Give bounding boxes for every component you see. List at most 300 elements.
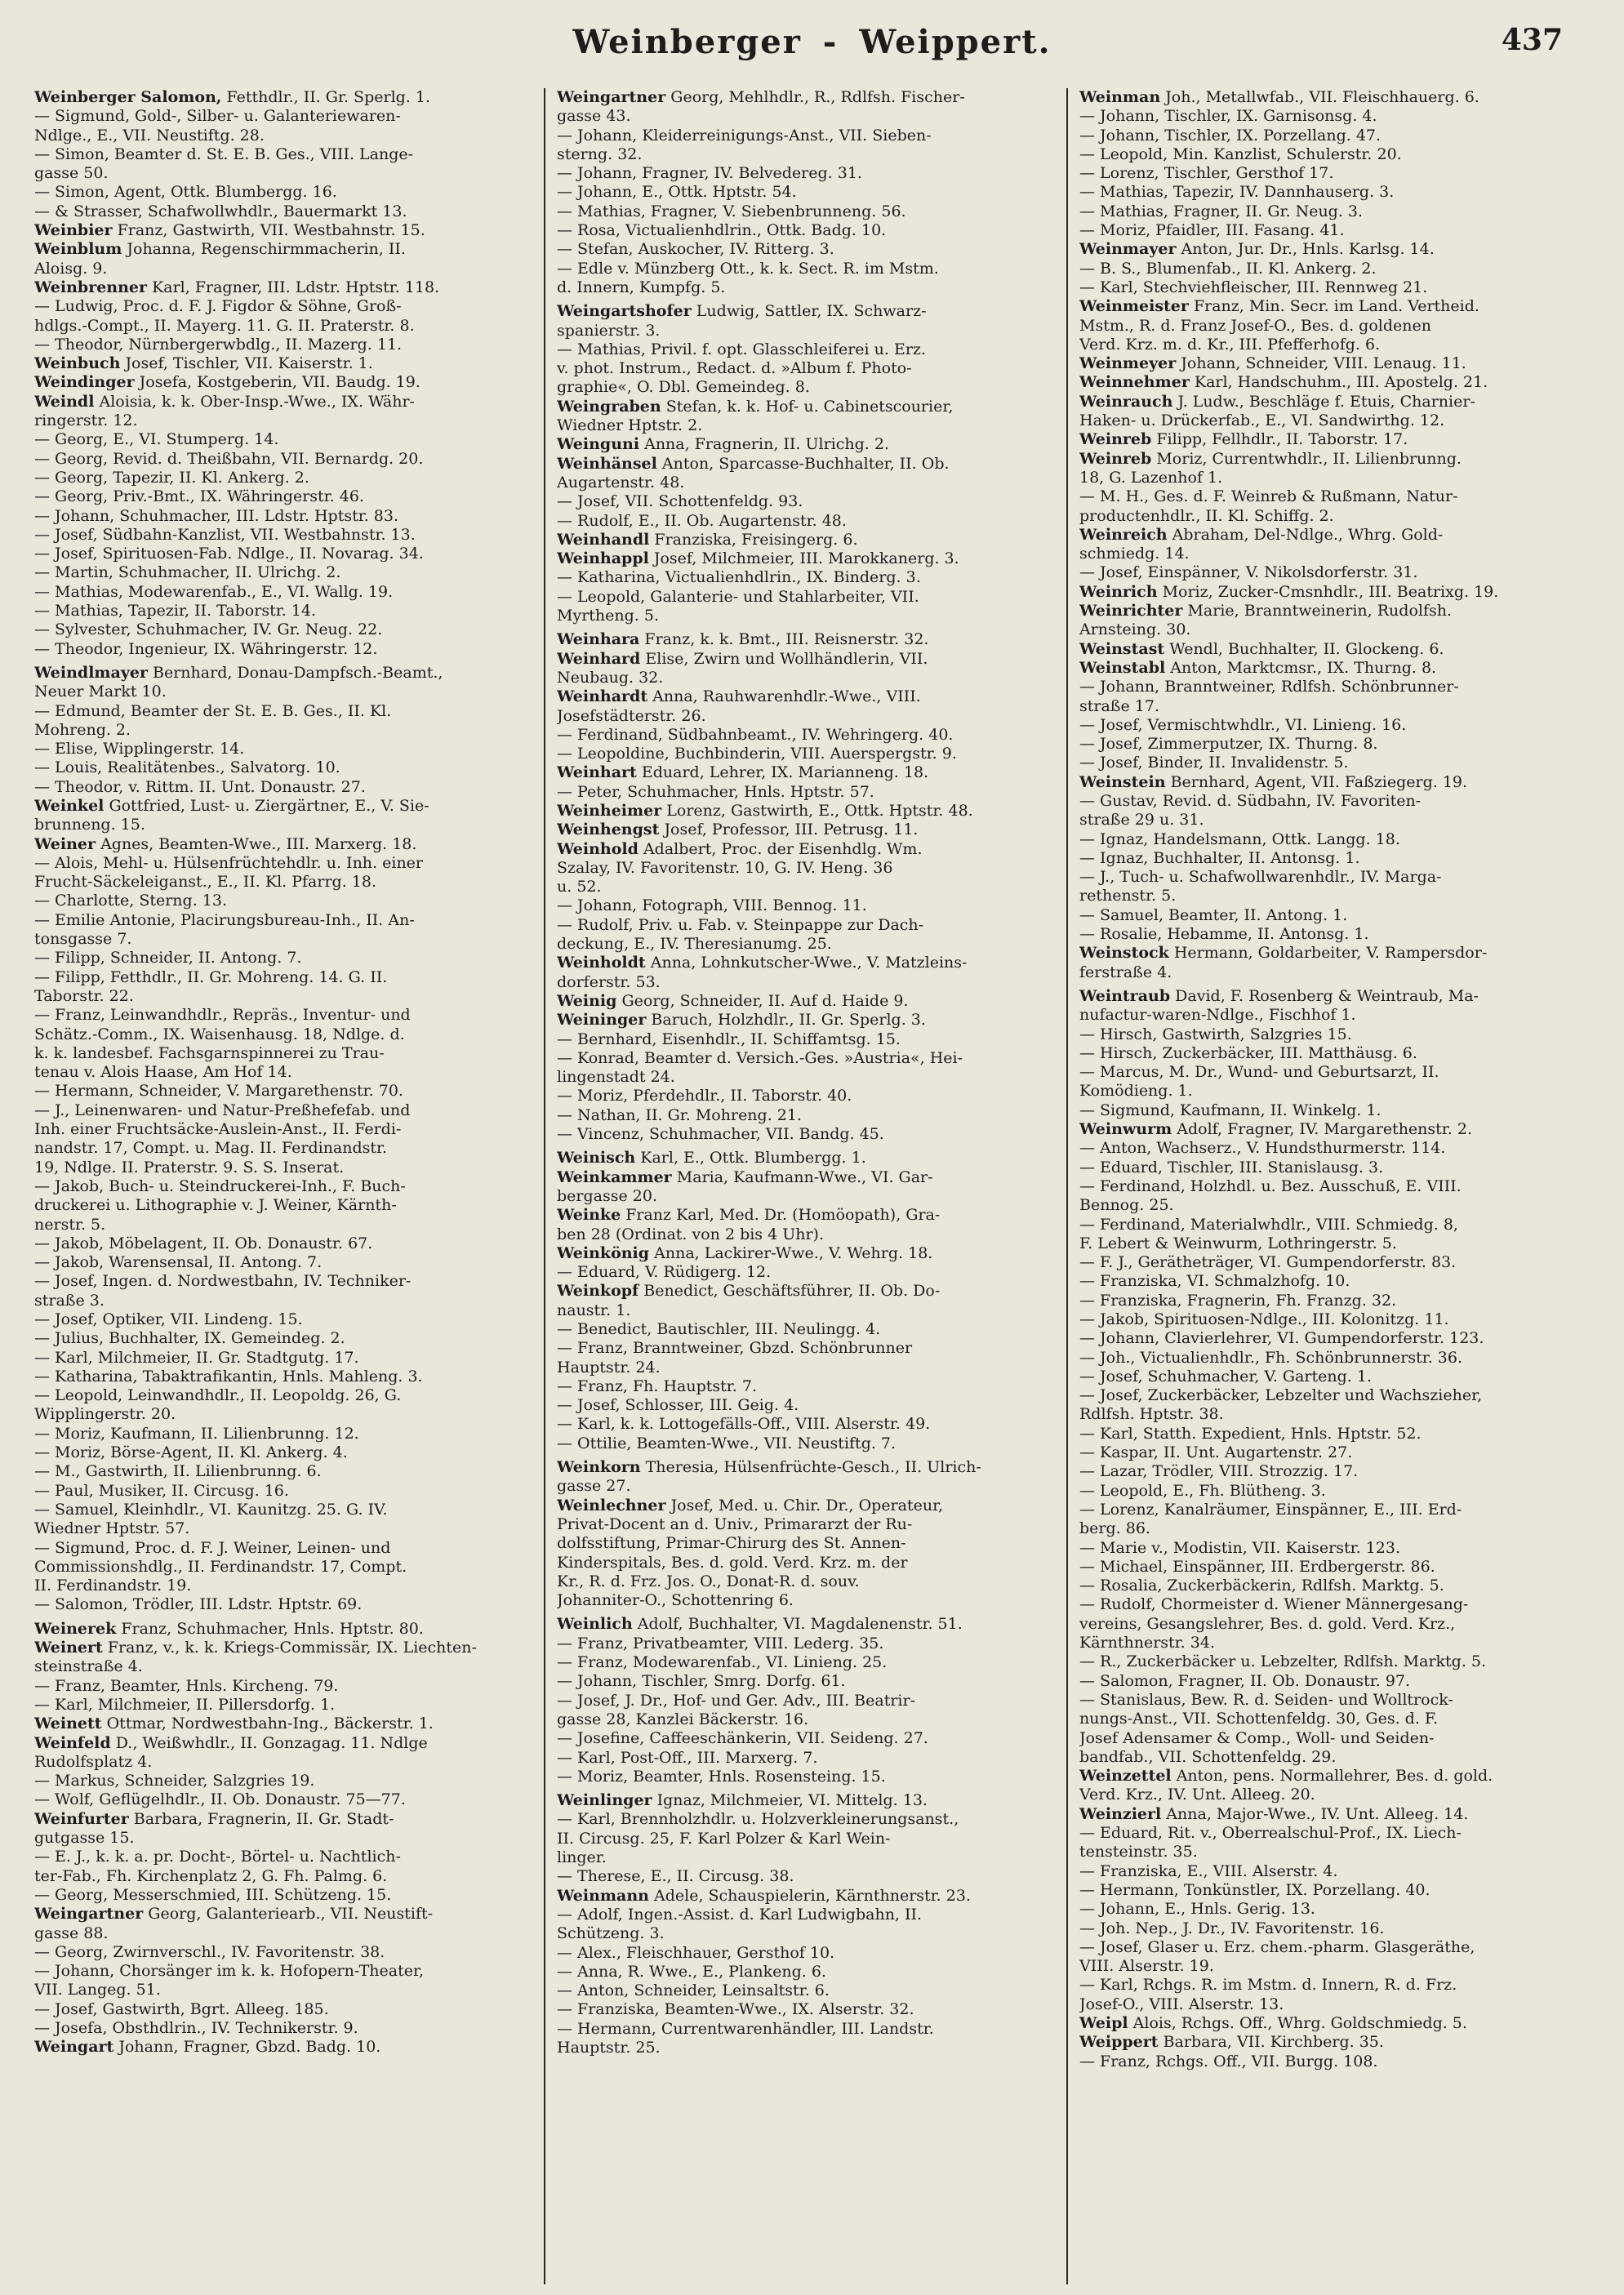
entry-details: Bernhard, Donau-Dampfsch.-Beamt., [153, 663, 443, 682]
directory-entry [34, 1905, 534, 1924]
directory-entry [1079, 107, 1579, 126]
entry-details: D., Weißwhdlr., II. Gonzagag. 11. Ndlge [115, 1733, 428, 1752]
directory-entry [557, 1477, 1057, 1496]
directory-entry [1079, 1482, 1579, 1501]
entry-details: — Karl, Stechviehfleischer, III. Rennweg 21. [1079, 278, 1428, 296]
directory-entry [1079, 469, 1579, 487]
directory-entry [557, 1710, 1057, 1729]
entry-details: — Sigmund, Proc. d. F. J. Weiner, Leinen- und [34, 1538, 391, 1557]
entry-details: — Mathias, Modewarenfab., E., VI. Wallg. 19. [34, 582, 394, 601]
entry-details: — Moriz, Pferdehdlr., II. Taborstr. 40. [557, 1087, 852, 1105]
entry-surname: Weindinger [34, 373, 135, 392]
directory-entry [34, 1886, 534, 1905]
directory-entry [557, 145, 1057, 164]
entry-details: Neuer Markt 10. [34, 683, 167, 701]
entry-details: — Ferdinand, Holzhdl. u. Bez. Ausschuß, E. VIII. [1079, 1176, 1462, 1195]
directory-entry [34, 1120, 534, 1139]
directory-entry [1079, 221, 1579, 240]
directory-entry [557, 1359, 1057, 1377]
entry-details: VIII. Alserstr. 19. [1079, 1957, 1214, 1976]
directory-entry [1079, 1501, 1579, 1519]
entry-surname: Weinig [557, 991, 617, 1010]
entry-details: Maria, Kaufmann-Wwe., VI. Gar- [676, 1168, 933, 1186]
directory-entry [1079, 1120, 1579, 1139]
entry-surname: Weinrauch [1079, 392, 1173, 411]
entry-details: bandfab., VII. Schottenfeldg. 29. [1079, 1747, 1337, 1766]
entry-details: Joh., Metallwfab., VII. Fleischhauerg. 6. [1165, 88, 1479, 106]
entry-details: Barbara, Fragnerin, II. Gr. Stadt- [133, 1809, 394, 1828]
directory-entry [34, 411, 534, 430]
directory-entry [557, 378, 1057, 397]
directory-entry [557, 935, 1057, 954]
entry-details: — Josef, Vermischtwhdlr., VI. Linieng. 16. [1079, 715, 1407, 734]
entry-surname: Weinerek [34, 1619, 117, 1638]
entry-details: 19, Ndlge. II. Praterstr. 9. S. S. Inserat. [34, 1158, 345, 1176]
entry-details: Rudolfsplatz 4. [34, 1752, 153, 1771]
directory-entry [34, 968, 534, 987]
entry-details: — Ottilie, Beamten-Wwe., VII. Neustiftg. 7. [557, 1434, 897, 1452]
directory-entry [34, 1443, 534, 1462]
directory-entry [557, 1867, 1057, 1886]
directory-entry [34, 2019, 534, 2038]
entry-details: II. Circusg. 25, F. Karl Polzer & Karl Wein- [557, 1829, 891, 1848]
directory-entry [34, 336, 534, 354]
directory-entry [1079, 297, 1579, 316]
directory-entry [1079, 887, 1579, 905]
entry-details: vereins, Gesangslehrer, Bes. d. gold. Verd. Krz., [1079, 1614, 1456, 1633]
entry-details: Josef, Tischler, VII. Kaiserstr. 1. [125, 354, 373, 373]
entry-details: — Leopold, E., Fh. Blütheng. 3. [1079, 1481, 1326, 1500]
entry-details: Josef Adensamer & Comp., Woll- und Seiden- [1079, 1728, 1435, 1747]
entry-details: — J., Leinenwaren- und Natur-Preßhefefab. und [34, 1101, 411, 1119]
directory-entry [34, 640, 534, 659]
entry-details: Ndlge., E., VII. Neustiftg. 28. [34, 126, 265, 145]
directory-entry [34, 1272, 534, 1291]
directory-entry [1079, 1253, 1579, 1272]
entry-details: — Johann, Kleiderreinigungs-Anst., VII. Sieben- [557, 126, 932, 145]
directory-entry [1079, 1805, 1579, 1824]
directory-entry [557, 2000, 1057, 2019]
directory-entry [557, 1830, 1057, 1848]
directory-entry [34, 450, 534, 469]
entry-details: Franz, Gastwirth, VII. Westbahnstr. 15. [117, 221, 425, 240]
entry-details: — Kaspar, II. Unt. Augartenstr. 27. [1079, 1443, 1353, 1462]
directory-entry [34, 1139, 534, 1158]
directory-entry [557, 322, 1057, 340]
entry-details: Adele, Schauspielerin, Kärnthnerstr. 23. [654, 1886, 971, 1905]
entry-details: — Rosalia, Zuckerbäckerin, Rdlfsh. Marktg. 5. [1079, 1577, 1444, 1595]
entry-details: dorferstr. 53. [557, 972, 661, 991]
entry-details: — Edle v. Münzberg Ott., k. k. Sect. R. im Mstm. [557, 259, 939, 278]
directory-entry [34, 583, 534, 602]
entry-details: Schützeng. 3. [557, 1924, 665, 1943]
directory-entry [34, 354, 534, 373]
directory-entry [1079, 1710, 1579, 1728]
entry-details: — Josef, Spirituosen-Fab. Ndlge., II. Novarag. 34. [34, 545, 424, 563]
directory-entry [1079, 1748, 1579, 1767]
entry-details: — Franz, Branntweiner, Gbzd. Schönbrunner [557, 1339, 913, 1358]
entry-details: Commissionshdlg., II. Ferdinandstr. 17, Compt. [34, 1557, 407, 1576]
directory-entry [1079, 792, 1579, 811]
directory-entry [34, 892, 534, 910]
entry-surname: Weinfurter [34, 1809, 129, 1828]
directory-entry [34, 1620, 534, 1639]
directory-entry [557, 1554, 1057, 1572]
directory-entry [1079, 697, 1579, 716]
running-head [0, 23, 1624, 61]
entry-details: gasse 27. [557, 1477, 631, 1496]
directory-entry [1079, 1044, 1579, 1063]
entry-details: Barbara, VII. Kirchberg. 35. [1163, 2033, 1384, 2052]
directory-entry [34, 1577, 534, 1595]
entry-details: — Josef, Einspänner, V. Nikolsdorferstr. 31. [1079, 563, 1418, 582]
entry-details: Anton, Marktcmsr., IX. Thurng. 8. [1170, 658, 1437, 677]
entry-details: Franz, Schuhmacher, Hnls. Hptstr. 80. [121, 1619, 424, 1638]
directory-entry [1079, 145, 1579, 164]
page-number: 437 [1501, 23, 1563, 57]
entry-details: — Michael, Einspänner, III. Erdbergerstr. 86. [1079, 1557, 1435, 1576]
entry-details: — E. J., k. k. a. pr. Docht-, Börtel- u. Nachtlich- [34, 1848, 401, 1866]
entry-details: Privat-Docent an d. Univ., Primararzt der Ru- [557, 1514, 913, 1533]
entry-details: — Gustav, Revid. d. Südbahn, IV. Favoriten- [1079, 791, 1422, 810]
directory-entry [557, 1848, 1057, 1867]
entry-details: — B. S., Blumenfab., II. Kl. Ankerg. 2. [1079, 259, 1377, 278]
entry-surname: Weinreb [1079, 430, 1152, 449]
directory-entry [1079, 1595, 1579, 1614]
entry-details: — Alex., Fleischhauer, Gersthof 10. [557, 1943, 835, 1962]
directory-entry [1079, 1767, 1579, 1786]
directory-entry [34, 487, 534, 506]
entry-details: — Georg, E., VI. Stumperg. 14. [34, 430, 279, 449]
directory-entry [34, 1425, 534, 1443]
entry-surname: Weippert [1079, 2033, 1159, 2052]
entry-details: Josef-O., VIII. Alserstr. 13. [1079, 1995, 1284, 2013]
entry-details: — Emilie Antonie, Placirungsbureau-Inh., II. An- [34, 910, 415, 929]
directory-entry [34, 1519, 534, 1538]
entry-details: Kr., R. d. Frz. Jos. O., Donat-R. d. souv. [557, 1572, 860, 1590]
entry-details: Abraham, Del-Ndlge., Whrg. Gold- [1172, 525, 1444, 544]
entry-details: tenau v. Alois Haase, Am Hof 14. [34, 1063, 292, 1082]
entry-details: Filipp, Fellhdlr., II. Taborstr. 17. [1156, 430, 1408, 449]
entry-surname: Weinrich [1079, 582, 1158, 601]
entry-details: Wendl, Buchhalter, II. Glockeng. 6. [1169, 639, 1444, 658]
entry-details: — Stefan, Auskocher, IV. Ritterg. 3. [557, 240, 834, 259]
entry-details: berg. 86. [1079, 1519, 1150, 1538]
entry-surname: Weinisch [557, 1149, 636, 1168]
entry-details: — Johann, Branntweiner, Rdlfsh. Schönbrunner- [1079, 678, 1459, 696]
directory-entry [557, 1087, 1057, 1105]
entry-details: — Eduard, Rit. v., Oberrealschul-Prof., IX. Liech- [1079, 1824, 1462, 1843]
entry-details: Franz Karl, Med. Dr. (Homöopath), Gra- [625, 1206, 941, 1225]
entry-details: Johanna, Regenschirmmacherin, II. [127, 240, 406, 259]
directory-entry [557, 107, 1057, 126]
entry-details: spanierstr. 3. [557, 321, 661, 340]
directory-entry [34, 393, 534, 411]
entry-details: — Anton, Schneider, Leinsaltstr. 6. [557, 1981, 830, 2000]
directory-entry [557, 1515, 1057, 1534]
entry-details: — Leopold, Galanterie- und Stahlarbeiter, VII. [557, 587, 919, 606]
directory-entry [1079, 1292, 1579, 1310]
entry-details: Josef, Professor, III. Petrusg. 11. [664, 821, 919, 839]
directory-entry [34, 1482, 534, 1501]
entry-details: — Eduard, Tischler, III. Stanislausg. 3. [1079, 1158, 1384, 1176]
entry-details: — Hermann, Schneider, V. Margarethenstr. 70. [34, 1082, 403, 1101]
page-header [0, 18, 1624, 75]
entry-details: Haken- u. Drückerfab., E., VI. Sandwirthg. 12. [1079, 411, 1445, 430]
directory-entry [1079, 1025, 1579, 1044]
directory-entry [34, 873, 534, 892]
entry-details: Verd. Krz., IV. Unt. Alleeg. 20. [1079, 1786, 1315, 1804]
directory-entry [557, 183, 1057, 202]
directory-entry [34, 545, 534, 563]
directory-entry [1079, 773, 1579, 792]
entry-surname: Weinbrenner [34, 278, 148, 296]
entry-details: — Julius, Buchhalter, IX. Gemeindeg. 2. [34, 1329, 345, 1348]
directory-entry [557, 1244, 1057, 1263]
directory-entry [1079, 373, 1579, 392]
directory-entry [34, 797, 534, 816]
directory-entry [1079, 1462, 1579, 1481]
entry-surname: Weinhengst [557, 821, 660, 839]
directory-entry [1079, 1957, 1579, 1976]
entry-details: gasse 88. [34, 1924, 109, 1942]
directory-entry [34, 145, 534, 164]
directory-entry [1079, 450, 1579, 469]
entry-details: — Johann, Clavierlehrer, VI. Gumpendorferstr. 123. [1079, 1329, 1484, 1348]
entry-details: — Adolf, Ingen.-Assist. d. Karl Ludwigbahn, II. [557, 1905, 923, 1924]
entry-details: — Josefa, Obsthdlrin., IV. Technikerstr. 9. [34, 2018, 358, 2037]
entry-details: — Josef, Glaser u. Erz. chem.-pharm. Glasgeräthe, [1079, 1937, 1475, 1956]
directory-entry [1079, 1558, 1579, 1577]
directory-entry [557, 1729, 1057, 1748]
entry-surname: Weinert [34, 1639, 103, 1657]
directory-entry [34, 1044, 534, 1063]
entry-details: nandstr. 17, Compt. u. Mag. II. Ferdinandstr. [34, 1139, 388, 1158]
directory-entry [557, 1187, 1057, 1206]
directory-entry [34, 373, 534, 392]
entry-details: Anna, Lohnkutscher-Wwe., V. Matzleins- [650, 954, 968, 972]
entry-details: — Josef, Zimmerputzer, IX. Thurng. 8. [1079, 735, 1378, 754]
directory-entry [1079, 2014, 1579, 2033]
entry-details: Komödieng. 1. [1079, 1082, 1193, 1101]
directory-entry [557, 859, 1057, 878]
directory-entry [34, 317, 534, 336]
directory-entry [1079, 1234, 1579, 1253]
entry-details: — Paul, Musiker, II. Circusg. 16. [34, 1481, 289, 1500]
entry-details: Schätz.-Comm., IX. Waisenhausg. 18, Ndlge. d. [34, 1025, 405, 1043]
entry-details: — Hirsch, Zuckerbäcker, III. Matthäusg. 6. [1079, 1043, 1417, 1062]
directory-entry [1079, 240, 1579, 259]
directory-entry [1079, 754, 1579, 772]
directory-entry [1079, 1405, 1579, 1424]
directory-entry [34, 297, 534, 316]
directory-entry [1079, 1824, 1579, 1843]
entry-surname: Weinguni [557, 435, 640, 454]
entry-surname: Weingart [34, 2038, 114, 2057]
entry-details: — Ludwig, Proc. d. F. J. Figdor & Söhne, Groß- [34, 297, 402, 316]
directory-entry [34, 1216, 534, 1234]
entry-details: — Eduard, V. Rüdigerg. 12. [557, 1263, 772, 1282]
entry-details: — Johann, Fotograph, VIII. Bennog. 11. [557, 896, 867, 915]
entry-details: — Nathan, II. Gr. Mohreng. 21. [557, 1105, 803, 1124]
entry-details: dolfsstiftung, Primar-Chirurg des St. Annen- [557, 1534, 906, 1553]
directory-entry [557, 1672, 1057, 1691]
directory-entry [1079, 164, 1579, 183]
entry-details: Wiedner Hptstr. 57. [34, 1519, 190, 1538]
directory-entry [557, 973, 1057, 992]
directory-entry [1079, 393, 1579, 411]
directory-entry [1079, 430, 1579, 449]
entry-details: Karl, Fragner, III. Ldstr. Hptstr. 118. [152, 278, 440, 296]
entry-details: — Alois, Mehl- u. Hülsenfrüchtehdlr. u. Inh. einer [34, 853, 424, 872]
directory-entry [557, 278, 1057, 297]
entry-details: Eduard, Lehrer, IX. Marianneng. 18. [641, 763, 929, 782]
directory-entry [1079, 640, 1579, 659]
entry-details: tensteinstr. 35. [1079, 1843, 1198, 1861]
directory-entry [34, 1196, 534, 1215]
entry-details: straße 29 u. 31. [1079, 811, 1204, 829]
directory-entry [557, 568, 1057, 587]
entry-details: — Charlotte, Sterng. 13. [34, 892, 228, 910]
entry-details: ben 28 (Ordinat. von 2 bis 4 Uhr). [557, 1225, 825, 1243]
entry-details: — Lazar, Trödler, VIII. Strozzig. 17. [1079, 1462, 1359, 1481]
entry-details: — Franziska, E., VIII. Alserstr. 4. [1079, 1861, 1338, 1880]
directory-entry [34, 854, 534, 873]
directory-entry [34, 127, 534, 145]
entry-details: Bernhard, Agent, VII. Faßziegerg. 19. [1170, 772, 1468, 791]
entry-details: Josefstädterstr. 26. [557, 706, 706, 725]
entry-details: productenhdlr., II. Kl. Schiffg. 2. [1079, 506, 1334, 525]
entry-details: — Georg, Messerschmied, III. Schützeng. 15. [34, 1885, 392, 1904]
directory-entry [1079, 317, 1579, 336]
directory-entry [557, 302, 1057, 321]
entry-details: Johann, Fragner, Gbzd. Badg. 10. [118, 2038, 381, 2057]
entry-details: Kinderspitals, Bes. d. gold. Verd. Krz. m. der [557, 1553, 908, 1572]
directory-entry [34, 740, 534, 758]
entry-details: ferstraße 4. [1079, 963, 1172, 981]
entry-details: steinstraße 4. [34, 1657, 143, 1676]
entry-surname: Weinlechner [557, 1496, 666, 1514]
entry-details: Georg, Schneider, II. Auf d. Haide 9. [621, 991, 909, 1010]
directory-entry [1079, 1976, 1579, 1995]
entry-surname: Weinkönig [557, 1243, 650, 1262]
directory-entry [557, 1653, 1057, 1672]
directory-entry [1079, 545, 1579, 563]
directory-entry [1079, 1786, 1579, 1804]
directory-entry [34, 1292, 534, 1310]
directory-entry [1079, 1615, 1579, 1634]
directory-entry [1079, 1691, 1579, 1710]
entry-details: Anna, Fragnerin, II. Ulrichg. 2. [644, 435, 889, 454]
entry-details: Georg, Galanteriearb., VII. Neustift- [148, 1905, 434, 1924]
directory-entry [1079, 1310, 1579, 1329]
entry-details: — Ignaz, Buchhalter, II. Antonsg. 1. [1079, 848, 1360, 867]
entry-surname: Weinholdt [557, 954, 646, 972]
entry-details: — Josef, Binder, II. Invalidenstr. 5. [1079, 754, 1349, 772]
entry-details: Wiedner Hptstr. 2. [557, 416, 703, 435]
directory-entry [557, 2020, 1057, 2039]
directory-entry [1079, 260, 1579, 278]
entry-details: — Josef, J. Dr., Hof- und Ger. Adv., III. Beatrir- [557, 1691, 915, 1710]
entry-details: — Samuel, Beamter, II. Antong. 1. [1079, 905, 1348, 924]
entry-surname: Weinke [557, 1206, 621, 1225]
entry-details: Arnsteing. 30. [1079, 620, 1191, 639]
entry-surname: Weingartshofer [557, 302, 692, 321]
directory-entry [34, 816, 534, 834]
entry-details: gasse 50. [34, 164, 109, 183]
directory-entry [557, 1924, 1057, 1943]
directory-entry [1079, 1519, 1579, 1538]
entry-details: — Franziska, VI. Schmalzhofg. 10. [1079, 1272, 1350, 1291]
directory-entry [557, 1434, 1057, 1453]
entry-details: Adolf, Fragner, IV. Margarethenstr. 2. [1177, 1120, 1473, 1139]
entry-details: — Johann, Tischler, IX. Garnisonsg. 4. [1079, 107, 1377, 126]
entry-details: Rdlfsh. Hptstr. 38. [1079, 1405, 1224, 1424]
entry-surname: Weinstabl [1079, 658, 1166, 677]
directory-entry [34, 1753, 534, 1772]
directory-entry [1079, 1919, 1579, 1938]
entry-details: bergasse 20. [557, 1186, 657, 1205]
directory-entry [34, 1101, 534, 1120]
directory-entry [1079, 1539, 1579, 1558]
entry-details: — Johann, Fragner, IV. Belvedereg. 31. [557, 164, 862, 183]
directory-entry [34, 1867, 534, 1886]
directory-entry [557, 221, 1057, 240]
directory-entry [557, 492, 1057, 511]
entry-surname: Weinhold [557, 839, 638, 858]
entry-details: — Karl, Milchmeier, II. Gr. Stadtgutg. 17. [34, 1348, 359, 1367]
directory-entry [557, 607, 1057, 625]
column-3 [1079, 88, 1579, 2284]
directory-entry [1079, 944, 1579, 963]
directory-entry [1079, 1443, 1579, 1462]
entry-details: Franz, k. k. Bmt., III. Reisnerstr. 32. [644, 630, 929, 649]
entry-surname: Weintraub [1079, 986, 1171, 1005]
entry-details: — Franz, Modewarenfab., VI. Linieng. 25. [557, 1653, 888, 1672]
directory-entry [557, 202, 1057, 221]
directory-entry [557, 416, 1057, 435]
entry-surname: Weinhardt [557, 687, 648, 706]
directory-entry [1079, 1938, 1579, 1957]
directory-entry [557, 1887, 1057, 1906]
entry-surname: Weingraben [557, 397, 661, 416]
directory-entry [34, 1962, 534, 1981]
directory-entry [34, 183, 534, 202]
entry-details: Bennog. 25. [1079, 1196, 1174, 1215]
directory-entry [34, 1253, 534, 1272]
directory-entry [1079, 830, 1579, 849]
entry-surname: Weinhänsel [557, 454, 657, 473]
directory-entry [557, 1810, 1057, 1829]
directory-entry [1079, 1349, 1579, 1368]
entry-details: — Ferdinand, Südbahnbeamt., IV. Wehringerg. 40. [557, 725, 954, 744]
directory-entry [557, 1206, 1057, 1225]
directory-entry [1079, 1006, 1579, 1025]
directory-entry [557, 992, 1057, 1011]
directory-entry [557, 1791, 1057, 1810]
directory-entry [557, 1635, 1057, 1653]
entry-details: — Bernhard, Eisenhdlr., II. Schiffamtsg. 15. [557, 1030, 901, 1048]
directory-entry [34, 1829, 534, 1848]
directory-entry [1079, 620, 1579, 639]
entry-surname: Weinberger Salomon, [34, 88, 222, 106]
directory-entry [557, 359, 1057, 378]
directory-entry [1079, 849, 1579, 868]
entry-surname: Weinkorn [557, 1458, 641, 1477]
entry-details: — Josef, Optiker, VII. Lindeng. 15. [34, 1310, 303, 1328]
directory-entry [34, 602, 534, 620]
directory-entry [557, 1768, 1057, 1786]
